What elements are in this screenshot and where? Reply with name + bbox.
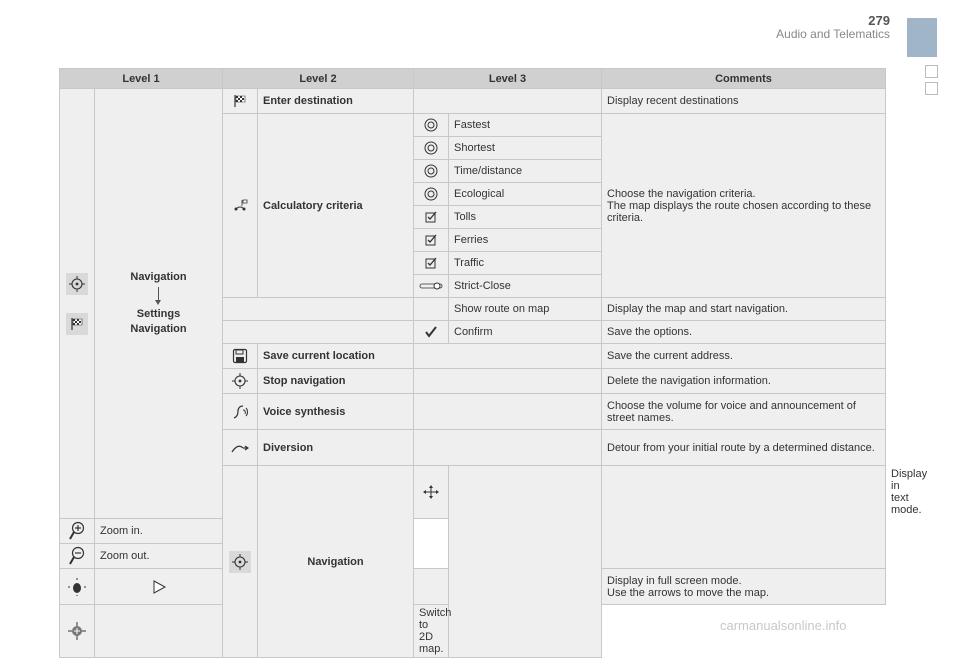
checkbox-icon-cell (414, 252, 449, 275)
checkered-flag-icon (233, 94, 247, 108)
enter-destination-comment: Display recent destinations (602, 89, 886, 114)
radio-option-icon (424, 141, 438, 155)
checkmark-icon (425, 326, 437, 338)
map-comment: Zoom out. (95, 544, 223, 569)
table-row (60, 89, 886, 114)
page-marker-2 (925, 82, 938, 95)
flag-icon-cell (223, 89, 258, 114)
criteria-option: Fastest (449, 114, 602, 137)
hand-pan-icon (67, 577, 87, 597)
route-criteria-icon (232, 198, 248, 214)
criteria-option: Shortest (449, 137, 602, 160)
table-row: Navigation Display in text mode. (60, 466, 886, 519)
radio-icon-cell (414, 137, 449, 160)
empty-cell (414, 89, 602, 114)
slider-icon-cell (414, 275, 449, 298)
stop-navigation-label: Stop navigation (258, 369, 414, 394)
empty-cell (95, 605, 258, 658)
pan-icon-cell (60, 569, 95, 605)
navigation-target-icon (229, 551, 251, 573)
checkbox-icon (425, 234, 437, 246)
level1-icon-cell (60, 89, 95, 519)
show-route-label: Show route on map (449, 298, 602, 321)
level1-settings-label: Settings (136, 308, 181, 320)
zoom-out-icon (69, 546, 85, 566)
empty-cell (602, 466, 886, 569)
column-header: Level 2 (223, 69, 414, 89)
save-location-comment: Save the current address. (602, 344, 886, 369)
section-title: Audio and Telematics (776, 27, 890, 41)
empty-cell (414, 569, 449, 605)
floppy-disk-icon (232, 348, 248, 364)
fullscreen-icon-cell (95, 569, 223, 605)
voice-icon (231, 403, 249, 421)
zoom-in-icon (69, 521, 85, 541)
watermark: carmanualsonline.info (720, 618, 847, 633)
empty-cell (414, 369, 602, 394)
move-icon-cell (414, 466, 449, 519)
confirm-label: Confirm (449, 321, 602, 344)
navigation-target-icon (66, 273, 88, 295)
voice-icon-cell (223, 394, 258, 430)
calculatory-criteria-label: Calculatory criteria (258, 114, 414, 298)
checkbox-icon (425, 211, 437, 223)
checkbox-icon-cell (414, 229, 449, 252)
save-icon-cell (223, 344, 258, 369)
zoom-in-icon-cell (60, 519, 95, 544)
diversion-icon-cell (223, 430, 258, 466)
empty-cell (414, 430, 602, 466)
radio-option-icon (424, 118, 438, 132)
checkbox-icon (425, 257, 437, 269)
checkbox-icon-cell (414, 206, 449, 229)
navigation-target-icon (231, 372, 249, 390)
chapter-tab (907, 18, 937, 57)
table-header-row (60, 69, 886, 89)
voice-synthesis-comment: Choose the volume for voice and announcement of street names. (602, 394, 886, 430)
criteria-option: Strict-Close (449, 275, 602, 298)
criteria-option: Ferries (449, 229, 602, 252)
column-header: Level 1 (60, 69, 223, 89)
empty-cell (414, 394, 602, 430)
check-icon-cell (414, 321, 449, 344)
column-header: Comments (602, 69, 886, 89)
empty-cell (414, 344, 602, 369)
map-comment: Zoom in. (95, 519, 223, 544)
save-location-label: Save current location (258, 344, 414, 369)
criteria-option: Ecological (449, 183, 602, 206)
map2d-icon-cell (60, 605, 95, 658)
radio-icon-cell (414, 114, 449, 137)
fullscreen-play-icon (151, 579, 167, 595)
level1-label-cell (95, 89, 223, 519)
slider-icon (419, 281, 443, 291)
move-arrows-icon (422, 485, 440, 499)
criteria-option: Traffic (449, 252, 602, 275)
level1-navigation-sub-label: Navigation (130, 323, 187, 335)
criteria-icon-cell (223, 114, 258, 298)
enter-destination-label: Enter destination (258, 89, 414, 114)
calculatory-comment: Choose the navigation criteria. The map displays the route chosen according to these criteria. (602, 114, 886, 298)
diversion-icon (231, 442, 249, 454)
stop-icon-cell (223, 369, 258, 394)
radio-icon-cell (414, 183, 449, 206)
page-number: 279 (868, 13, 890, 28)
down-arrow-icon (158, 287, 159, 301)
diversion-label: Diversion (258, 430, 414, 466)
stop-navigation-comment: Delete the navigation information. (602, 369, 886, 394)
criteria-option: Tolls (449, 206, 602, 229)
empty-cell (223, 298, 414, 321)
confirm-comment: Save the options. (602, 321, 886, 344)
map-2d-icon (67, 621, 87, 641)
zoom-out-icon-cell (60, 544, 95, 569)
radio-option-icon (424, 187, 438, 201)
radio-icon-cell (414, 160, 449, 183)
level1-map-navigation-label: Navigation (258, 466, 414, 658)
menu-table (59, 68, 928, 658)
empty-cell (449, 466, 602, 658)
column-header: Level 3 (414, 69, 602, 89)
checkered-flag-icon (66, 313, 88, 335)
map-comment: Switch to 2D map. (414, 605, 449, 658)
voice-synthesis-label: Voice synthesis (258, 394, 414, 430)
diversion-comment: Detour from your initial route by a determined distance. (602, 430, 886, 466)
radio-option-icon (424, 164, 438, 178)
level1-navigation-label: Navigation (130, 271, 187, 283)
empty-cell (223, 321, 414, 344)
page-marker-1 (925, 65, 938, 78)
show-route-comment: Display the map and start navigation. (602, 298, 886, 321)
empty-icon-cell (414, 298, 449, 321)
criteria-option: Time/distance (449, 160, 602, 183)
map-comment: Display in full screen mode. Use the arrows to move the map. (602, 569, 886, 605)
